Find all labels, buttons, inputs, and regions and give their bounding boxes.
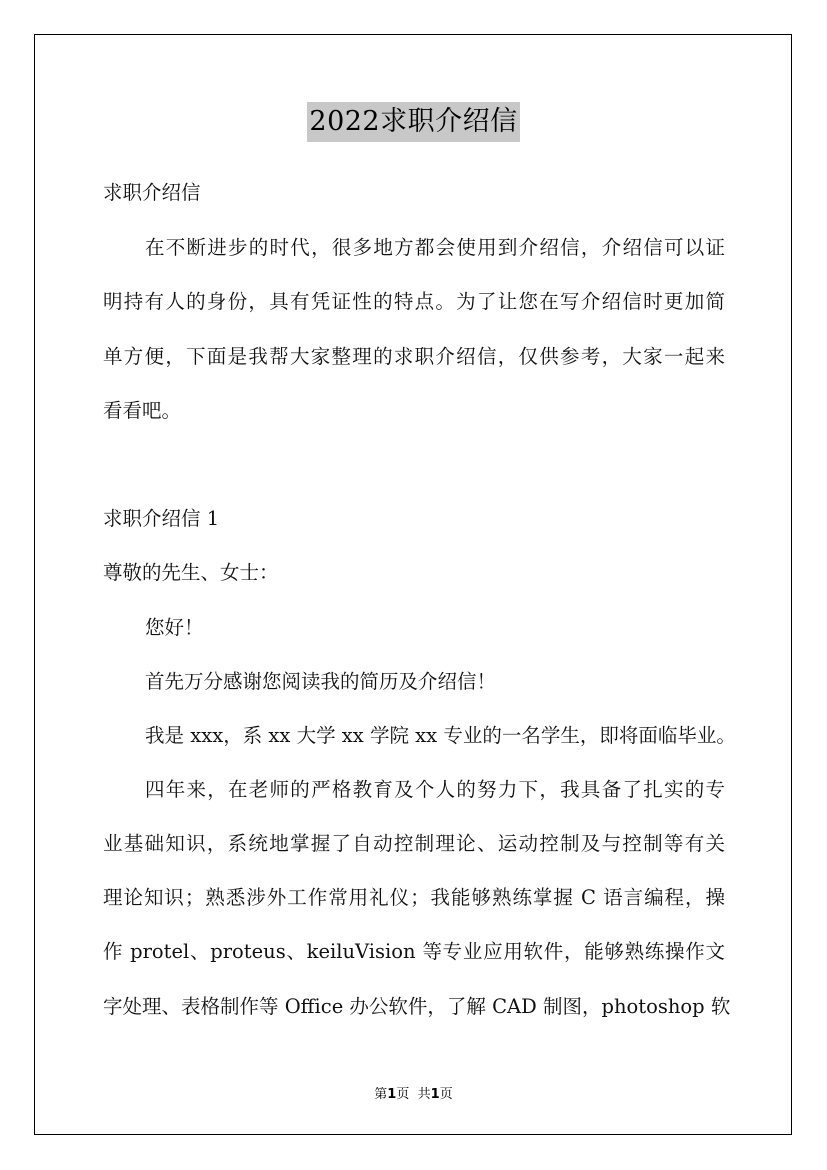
page-label-suffix: 页 [396, 1087, 410, 1102]
paragraph-line: 首先万分感谢您阅读我的简历及介绍信！ [145, 670, 497, 693]
section-heading: 求职介绍信 1 [103, 507, 220, 530]
paragraph-line: 业基础知识，系统地掌握了自动控制理论、运动控制及与控制等有关 [103, 832, 725, 855]
page-footer [0, 1083, 827, 1102]
page-number: 1 [387, 1087, 397, 1102]
intro-heading: 求职介绍信 [103, 181, 201, 204]
title-container [0, 102, 827, 142]
total-label-suffix: 页 [439, 1087, 453, 1102]
total-label-prefix: 共 [417, 1087, 431, 1102]
document-title: 2022求职介绍信 [307, 102, 519, 142]
salutation: 尊敬的先生、女士： [103, 561, 279, 584]
page-label-prefix: 第 [374, 1087, 388, 1102]
paragraph-line: 理论知识；熟悉涉外工作常用礼仪；我能够熟练掌握 C 语言编程，操 [103, 886, 725, 909]
paragraph-line: 看看吧。 [103, 399, 182, 422]
paragraph-line: 在不断进步的时代，很多地方都会使用到介绍信，介绍信可以证 [145, 236, 725, 259]
greeting: 您好！ [145, 616, 204, 639]
paragraph-line: 明持有人的身份，具有凭证性的特点。为了让您在写介绍信时更加简 [103, 290, 725, 313]
paragraph-line: 四年来，在老师的严格教育及个人的努力下，我具备了扎实的专 [145, 778, 725, 801]
paragraph-line: 作 protel、proteus、keiluVision 等专业应用软件，能够熟练操作文 [103, 940, 725, 963]
total-pages: 1 [430, 1087, 440, 1102]
paragraph-line: 单方便，下面是我帮大家整理的求职介绍信，仅供参考，大家一起来 [103, 345, 725, 368]
paragraph-line: 我是 xxx，系 xx 大学 xx 学院 xx 专业的一名学生，即将面临毕业。 [145, 724, 736, 747]
paragraph-line: 字处理、表格制作等 Office 办公软件，了解 CAD 制图，photoshop 软 [103, 995, 731, 1018]
